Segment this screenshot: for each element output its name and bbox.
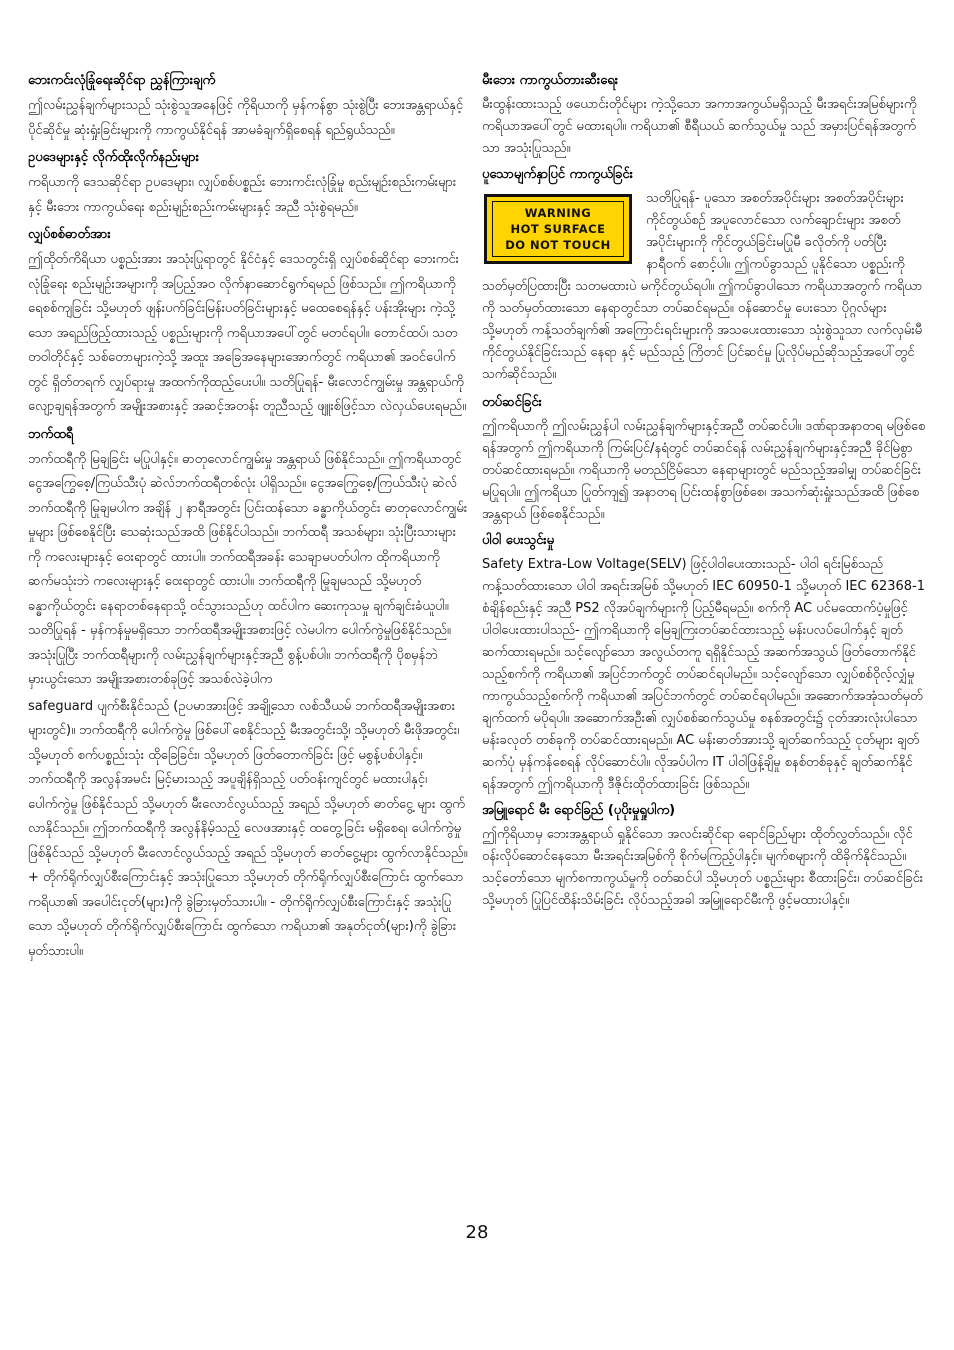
paragraph: မီးထွန်းထားသည့် ဖယောင်းတိုင်များ ကဲ့သို့သော အကာအကွယ်မရှိသည့် မီးအရင်းအမြစ်များကို ကရိယာအပေါ်တွင် မထားရပါ။ ကရိယာ၏ စီရီယယ် ဆက်သွယ်မှု သည် အမှားပြင်ရန်အတွက်သာ အသုံးပြုသည်။ (482, 97, 917, 156)
section-infrared-light (482, 800, 926, 912)
paragraph: ဤကိုရိယာမှ ဘေးအန္တရာယ် ရှုနိုင်သော အလင်းဆိုင်ရာ ရောင်ခြည်များ ထိုတ်လွှတ်သည်။ လိုင်ဝန်းလိုပ်ဆောင်နေသော မီးအရင်းအမြစ်ကို စိုက်မကြည့်ပါနှင့်။ မျက်စများကို ထိခိုက်နိုင်သည်။ သင့်တော်သော မျက်စကာကွယ်မှုကို ဝတ်ဆင်ပါ သို့မဟုတ် ပစ္စည်းများ စီထားခြင်း၊ တပ်ဆင်ခြင်း သို့မဟုတ် ပြုပြင်ထိန်းသိမ်းခြင်း လိုပ်သည့်အခါ အမြူရောင်မီးကို ဖွင့်မထားပါနှင့်။ (482, 827, 924, 908)
warning-label-line: WARNING (524, 206, 592, 220)
heading-installation: တပ်ဆင်ခြင်း (482, 395, 542, 410)
left-column (28, 66, 468, 966)
heading-infrared-light: အမြူရောင် မီး ရောင်ခြည် (ပုပိုးမှုရှုပါက) (482, 803, 676, 818)
warning-label-line: HOT SURFACE (510, 222, 606, 236)
warning-label-line: DO NOT TOUCH (505, 238, 611, 252)
paragraph: safeguard ပျက်စီးနိုင်သည် (ဥပမာအားဖြင့် အချို့သော လစ်သီယမ် ဘက်ထရီအမျိုးအစားများတွင်)။ ဘက်ထရီကို ပေါက်ကွဲမှု ဖြစ်ပေါ်စေနိုင်သည့် မီးအတွင်းသို့၊ သို့မဟုတ် မီးဖိုအတွင်း၊ သို့မဟုတ် စက်ပစ္စည်းသုံး ထိုခြေခြင်း၊ သို့မဟုတ် ဖြတ်တောက်ခြင်း ဖြင့် မစွန့်ပစ်ပါနှင့်။ ဘက်ထရီကို အလွန်အမင်း မြင့်မားသည့် အပူချိန်ရှိသည့် ပတ်ဝန်းကျင်တွင် မထားပါနှင့်၊ ပေါက်ကွဲမှု ဖြစ်နိုင်သည် သို့မဟုတ် မီးလောင်လွယ်သည့် အရည် သို့မဟုတ် ဓာတ်ငွေ့ များ ထွက်လာနိုင်သည်။ ဤဘက်ထရီကို အလွန်နိမ့်သည့် လေဖအားနှင့် ထတွေ့ခြင်း မရှိစေရ၊ ပေါက်ကွဲမှု ဖြစ်နိုင်သည် သို့မဟုတ် မီးလောင်လွယ်သည့် အရည် သို့မဟုတ် ဓာတ်ငွေ့များ ထွက်လာနိုင်သည်။ + တိုက်ရိုက်လျှပ်စီးကြောင်းနှင့် အသုံးပြုသော သို့မဟုတ် တိုက်ရိုက်လျှပ်စီးကြောင်း ထွက်သော ကရိယာ၏ အပေါင်းငုတ်(များ)ကို ခွဲခြားမှတ်သားပါ။ - တိုက်ရိုက်လျှပ်စီးကြောင်းနှင့် အသုံးပြုသော သို့မဟုတ် တိုက်ရိုက်လျှပ်စီးကြောင်း ထွက်သော ကရိယာ၏ အနုတ်ငုတ်(များ)ကို ခွဲခြားမှတ်သားပါ။ (28, 698, 468, 959)
section-electricity (28, 224, 468, 420)
section-fire-prevention (482, 70, 926, 160)
paragraph: ကရိယာကို ဒေသဆိုင်ရာ ဥပဒေများ၊ လျှပ်စစ်ပစ္စည်း ဘေးကင်းလုံခြုံမှု စည်းမျဉ်းစည်းကမ်းများ နှင့် မီးဘေး ကာကွယ်ရေး စည်းမျဉ်းစည်းကမ်းများနှင့် အညီ သုံးစွဲရမည်။ (28, 175, 457, 215)
section-battery (28, 424, 468, 965)
hot-surface-block (482, 188, 926, 388)
paragraph: ဤကရိယာကို ဤလမ်းညွှန်ပါ လမ်းညွှန်ချက်များနှင့်အညီ တပ်ဆင်ပါ။ ဒဏ်ရာအနာတရ မဖြစ်စေရန်အတွက် ဤကရိယာကို ကြမ်းပြင်/နရံတွင် တပ်ဆင်ရန် လမ်းညွှန်ချက်များနှင့်အညီ ခိုင်မြဲစွာ တပ်ဆင်ထားရမည်။ ကရိယာကို မတည်ငြိမ်သော နေရာများတွင် မည်သည့်အခါမျှ တပ်ဆင်ခြင်း မပြုရပါ။ ဤကရိယာ ပြုတ်ကျ၍ အနာတရ ပြင်းထန်စွာဖြစ်စေ၊ အသက်ဆုံးရှုံးသည်အထိ ဖြစ်စေ အန္တရာယ် ဖြစ်စေနိုင်သည်။ (482, 419, 926, 522)
heading-safety-instructions: ဘေးကင်းလုံခြုံရေးဆိုင်ရာ ညွှန်ကြားချက် (28, 73, 216, 88)
warning-label-frame (492, 201, 624, 257)
heading-laws-regulations: ဥပဒေများနှင့် လိုက်ထိုးလိုက်နည်းများ (28, 150, 199, 165)
hot-surface-warning-label (484, 194, 632, 264)
heading-battery: ဘက်ထရီ (28, 426, 74, 442)
heading-hot-surface: ပူသောမျက်နှာပြင် ကာကွယ်ခြင်း (482, 167, 633, 182)
heading-power-supply: ပါဝါ ပေးသွင်းမှု (482, 533, 555, 548)
section-laws-regulations (28, 147, 468, 220)
paragraph: သတိပြုရန်- ပူသော အစတ်အပိုင်းများ အစတ်အပိုင်းများ ကိုင်တွယ်စဉ် အပူလောင်သော လက်ချောင်းများ အစတ်အပိုင်းများကို ကိုင်တွယ်ခြင်းမပြုမီ ခလိုတ်ကို ပတ်ပြီး နာရီဝက် စောင့်ပါ။ ဤကပ်ခွာသည် ပူနိုင်သော ပစ္စည်းကို သတ်မှတ်ပြထားပြီး သတမထားပဲ မကိုင်တွယ်ရပါ။ ဤကပ်ခွာပါသော ကရိယာအတွက် ကရိယာကို သတ်မှတ်ထားသော နေရာတွင်သာ တပ်ဆင်ရမည်။ ဝန်ဆောင်မှု ပေးသော ပိုဂ္ဂလ်များ သို့မဟုတ် ကန့်သတ်ချက်၏ အကြောင်းရင်းများကို အသပေးထားသော သုံးစွဲသူသာ လက်လှမ်းမီ ကိုင်တွယ်နိုင်ခြင်းသည် နေရာ နှင့် မည်သည့် ကြိတင် ပြင်ဆင်မှု ပြုလိုပ်မည်ဆိုသည့်အပေါ်တွင် သက်ဆိုင်သည်။ (482, 191, 923, 382)
paragraph: ဤထိုတ်ကိရိယာ ပစ္စည်းအား အသုံးပြုရာတွင် နိုင်ငံနှင့် ဒေသတွင်းရှိ လျှပ်စစ်ဆိုင်ရာ ဘေးကင်းလုံခြုံရေး စည်းမျဉ်းအများကို အပြည့်အဝ လိုက်နာဆောင်ရွက်ရမည် ဖြစ်သည်။ ဤကရိယာကို ရေစစ်ကျခြင်း သို့မဟုတ် ဖျန်းပက်ခြင်းမြန်းပတ်ခြင်းများနှင့် မထေစေရန်နှင့် ပန်းအိုးများ ကဲ့သို့သော အရည်ဖြည့်ထားသည့် ပစ္စည်းများကို ကရိယာအပေါ်တွင် မတင်ရပါ။ တောင်ထပ်၊ သတတဝါတိုင်နှင့် သစ်တောများကဲ့သို့ အထူး အခြေအနေများအောက်တွင် ကရိယာ၏ အဝင်ပေါက်တွင် ရှိတ်တရက် လျှပ်ရားမှု အထက်ကိုထည့်ပေးပါ။ သတိပြုရန်- မီးလောင်ကျွမ်းမှု အန္တရာယ်ကို လျော့ချရန်အတွက် အမျိုးအစားနှင့် အဆင့်အတန်း တူညီသည့် ဖျူးစ်ဖြင့်သာ လဲလှယ်ပေးရမည်။ (28, 252, 467, 414)
section-safety-instructions (28, 70, 468, 143)
page-number: 28 (465, 1222, 489, 1243)
paragraph: Safety Extra-Low Voltage(SELV) ဖြင့်ပါဝါပေးထားသည်- ပါဝါ ရင်းမြစ်သည် ကန့်သတ်ထားသော ပါဝါ အရင်းအမြစ် သို့မဟုတ် IEC 60950-1 သို့မဟုတ် IEC 62368-1 စံချိန်စည်းနှင့် အညီ PS2 လိုအပ်ချက်များကို ပြည့်မီရမည်။ စက်ကို AC ပင်မထောက်ပံ့မှုဖြင့် ပါဝါပေးထားပါသည်- ဤကရိယာကို မြေချကြးတပ်ဆင်ထားသည့် မန်းပလပ်ပေါက်နှင့် ချတ်ဆက်ထားရမည်။ သင့်လျော်သော အလွယ်တကူ ရရှိနိုင်သည့် အဆက်အသွယ် ဖြတ်တောက်နိုင်သည့်စက်ကို ကရိယာ၏ အပြင်ဘက်တွင် တပ်ဆင်ရပါမည်။ သင့်လျော်သော လျှပ်စစ်ဝိုလ့်လျှံမှု ကာကွယ်သည့်စက်ကို ကရိယာ၏ အပြင်ဘက်တွင် တပ်ဆင်ရပါမည်။ အဆောက်အအုံသတ်မှတ်ချက်ထက် မပိုရပါ။ အဆောက်အဦး၏ လျှပ်စစ်ဆက်သွယ်မှု စနစ်အတွင်း၌ ငုတ်အားလုံးပါသော မန်းခလုတ် တစ်ခုကို တပ်ဆင်ထားရမည်။ AC မန်းဓာတ်အားသို့ ချတ်ဆက်သည့် ငုတ်များ ချတ်ဆက်ပုံ မှန်ကန်စေရန် လိုပ်ဆောင်ပါ။ လိုအပ်ပါက IT ပါဝါဖြန့်ချိမှု စနစ်တစ်ခုနှင့် ချတ်ဆက်နိုင်ရန်အတွက် ဤကရိယာကို ဒီဇိုင်းထိုတ်ထားခြင်း ဖြစ်သည်။ (482, 557, 926, 792)
paragraph: ဘက်ထရီကို မြချခြင်း မပြုပါနှင့်။ ဓာတုလောင်ကျွမ်းမှု အန္တရာယ် ဖြစ်နိုင်သည်။ ဤကရိယာတွင် ငွေအကြွေစေ့/ကြယ်သီးပုံ ဆဲလ်ဘက်ထရီတစ်လုံး ပါရှိသည်။ ငွေအကြွေစေ့/ကြယ်သီးပုံ ဆဲလ်ဘက်ထရီကို မြုချမပါက အချိန် ၂ နာရီအတွင်း ပြင်းထန်သော ခန္ဓာကိုယ်တွင်း ဓာတုလောင်ကျွမ်းမှုများ ဖြစ်စေနိုင်ပြီး သေဆုံးသည်အထိ ဖြစ်နိုင်ပါသည်။ ဘက်ထရီ အသစ်များ၊ သုံးပြီးသားများကို ကလေးများနှင့် ဝေးရာတွင် ထားပါ။ ဘက်ထရီအခန်း သေချာမပတ်ပါက ထိုကရိယာကို ဆက်မသုံးဘဲ ကလေးများနှင့် ဝေးရာတွင် ထားပါ။ ဘက်ထရီကို မြုချမသည် သို့မဟုတ် ခန္ဓာကိုယ်တွင်း နေရာတစ်နေရာသို့ ဝင်သွားသည်ဟု ထင်ပါက ဆေးကုသမှု ချက်ချင်းခံယူပါ။ သတိပြုရန် - မှန်ကန်မှုမရှိသော ဘက်ထရီအမျိုးအစားဖြင့် လဲမပါက ပေါက်ကွဲမှုဖြစ်နိုင်သည်။ အသုံးပြုပြီး ဘက်ထရီများကို လမ်းညွှန်ချက်များနှင့်အညီ စွန့်ပစ်ပါ။ ဘက်ထရီကို ပိုစမှန်ဘဲ မှားယွင်းသော အမျိုးအစားတစ်ခုဖြင့် အသစ်လဲခဲ့ပါက (28, 451, 468, 687)
section-hot-surface (482, 164, 926, 388)
section-installation (482, 392, 926, 526)
heading-fire-prevention: မီးဘေး ကာကွယ်တားဆီးရေး (482, 73, 619, 88)
paragraph: ဤလမ်းညွှန်ချက်များသည် သုံးစွဲသူအနေဖြင့် ကိုရိယာကို မှန်ကန်စွာ သုံးစွဲပြီး ဘေးအန္တရာယ်နှင့် ပိုင်ဆိုင်မှု ဆုံးရှုံးခြင်းများကို ကာကွယ်နိုင်ရန် အာမခံချက်ရှိစေရန် ရည်ရွယ်သည်။ (28, 98, 464, 138)
heading-electricity: လျှပ်စစ်ဓာတ်အား (28, 227, 111, 242)
right-column (482, 66, 926, 914)
section-power-supply (482, 530, 926, 796)
